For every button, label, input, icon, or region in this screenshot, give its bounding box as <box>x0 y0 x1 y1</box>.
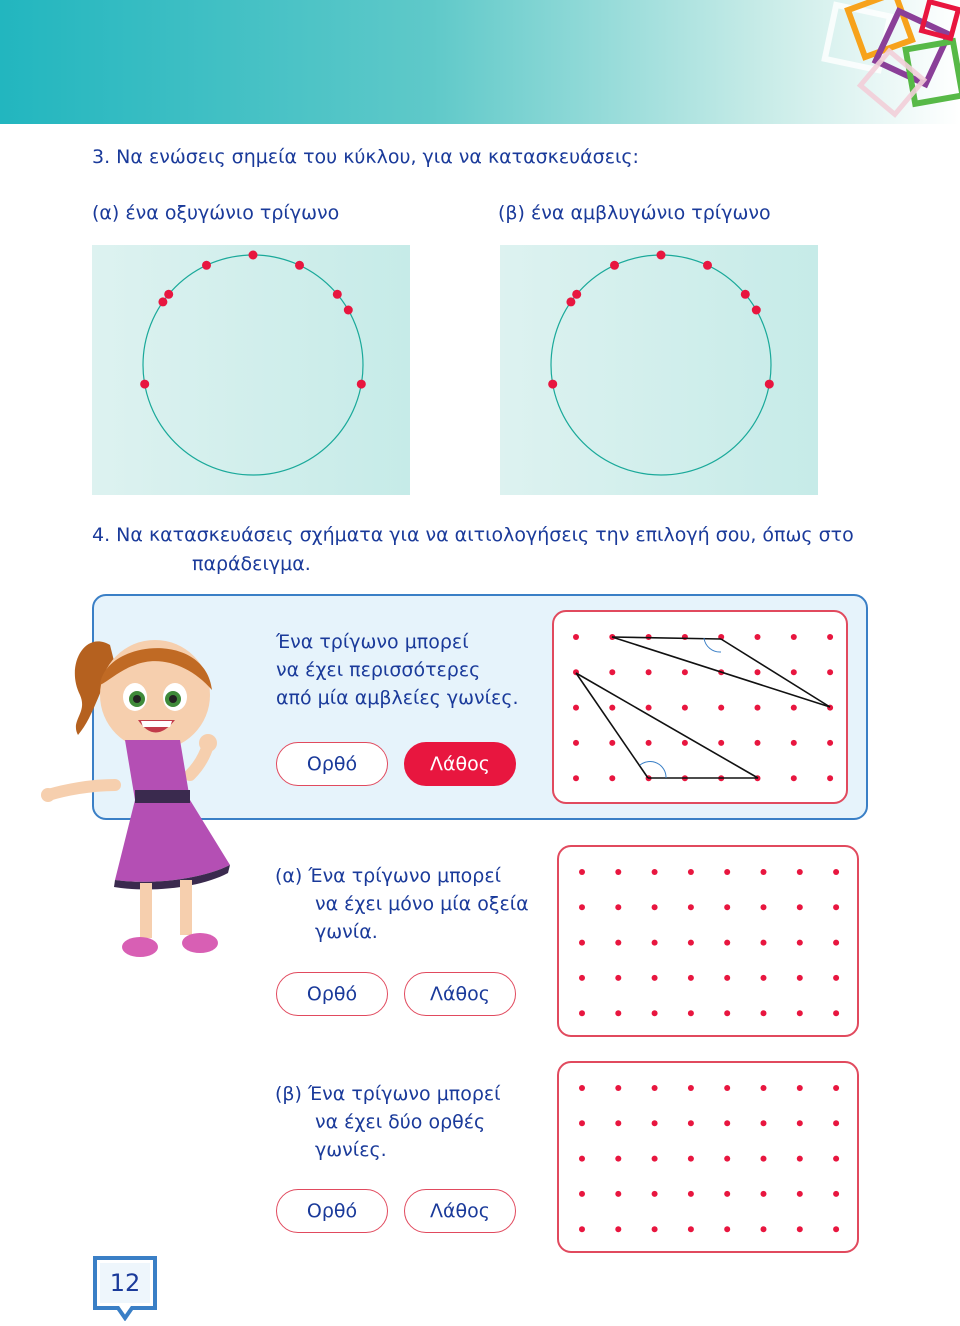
grid-dot[interactable] <box>688 904 694 910</box>
circle-point[interactable] <box>572 290 581 299</box>
grid-dot[interactable] <box>579 1191 585 1197</box>
grid-dot[interactable] <box>688 1191 694 1197</box>
circle-point[interactable] <box>566 297 575 306</box>
item-a-false-button[interactable]: Λάθος <box>404 972 516 1016</box>
grid-dot[interactable] <box>724 1156 730 1162</box>
item-b-true-button[interactable]: Ορθό <box>276 1189 388 1233</box>
circle-point[interactable] <box>752 306 761 315</box>
grid-dot[interactable] <box>682 705 688 711</box>
grid-dot[interactable] <box>833 1085 839 1091</box>
grid-dot[interactable] <box>797 1010 803 1016</box>
grid-dot[interactable] <box>761 975 767 981</box>
grid-dot[interactable] <box>718 740 724 746</box>
grid-dot[interactable] <box>833 975 839 981</box>
grid-dot[interactable] <box>724 1120 730 1126</box>
grid-dot[interactable] <box>652 1191 658 1197</box>
item-b-dot-grid-svg[interactable] <box>559 1063 861 1255</box>
grid-dot[interactable] <box>652 904 658 910</box>
grid-dot[interactable] <box>797 904 803 910</box>
grid-dot[interactable] <box>615 1156 621 1162</box>
example-dot-grid-svg <box>554 612 850 806</box>
grid-dot[interactable] <box>833 1120 839 1126</box>
grid-dot[interactable] <box>609 669 615 675</box>
grid-dot[interactable] <box>833 1156 839 1162</box>
grid-dot[interactable] <box>833 869 839 875</box>
item-a-line-2: να έχει μόνο μία οξεία <box>315 893 529 915</box>
grid-dot[interactable] <box>797 1226 803 1232</box>
grid-dot[interactable] <box>688 1085 694 1091</box>
circle-point[interactable] <box>164 290 173 299</box>
item-a-true-button[interactable]: Ορθό <box>276 972 388 1016</box>
grid-dot[interactable] <box>755 634 761 640</box>
grid-dot[interactable] <box>579 1226 585 1232</box>
grid-dot[interactable] <box>646 740 652 746</box>
grid-dot[interactable] <box>579 904 585 910</box>
grid-dot[interactable] <box>579 869 585 875</box>
grid-dot[interactable] <box>646 705 652 711</box>
circle-point[interactable] <box>741 290 750 299</box>
grid-dot[interactable] <box>609 775 615 781</box>
item-b-false-button[interactable]: Λάθος <box>404 1189 516 1233</box>
grid-dot[interactable] <box>797 1120 803 1126</box>
example-angle-arc-1 <box>704 638 721 652</box>
grid-dot[interactable] <box>615 1191 621 1197</box>
grid-dot[interactable] <box>609 740 615 746</box>
grid-dot[interactable] <box>573 740 579 746</box>
grid-dot[interactable] <box>724 904 730 910</box>
grid-dot[interactable] <box>688 1156 694 1162</box>
item-a-dot-grid[interactable] <box>557 845 859 1037</box>
circle-outline <box>143 255 363 475</box>
circle-point[interactable] <box>202 261 211 270</box>
grid-dot[interactable] <box>615 940 621 946</box>
example-statement <box>276 628 519 712</box>
grid-dot[interactable] <box>761 1085 767 1091</box>
grid-dot[interactable] <box>652 940 658 946</box>
exercise-3b-label: (β) ένα αμβλυγώνιο τρίγωνο <box>498 202 771 224</box>
grid-dot[interactable] <box>833 940 839 946</box>
grid-dot[interactable] <box>688 869 694 875</box>
grid-dot[interactable] <box>688 1010 694 1016</box>
circle-point[interactable] <box>140 380 149 389</box>
grid-dot[interactable] <box>652 1010 658 1016</box>
grid-dot[interactable] <box>573 634 579 640</box>
grid-dot[interactable] <box>761 1156 767 1162</box>
item-b-line-3: γωνίες. <box>315 1139 387 1161</box>
grid-dot[interactable] <box>615 869 621 875</box>
page-number-badge <box>92 1255 158 1321</box>
grid-dot[interactable] <box>682 740 688 746</box>
exercise-3-title: 3. Να ενώσεις σημεία του κύκλου, για να κατασκευάσεις: <box>92 146 639 168</box>
grid-dot[interactable] <box>688 1226 694 1232</box>
grid-dot[interactable] <box>791 669 797 675</box>
circle-a[interactable] <box>92 245 410 495</box>
page-number: 12 <box>109 1269 141 1297</box>
grid-dot[interactable] <box>827 669 833 675</box>
circle-point[interactable] <box>357 380 366 389</box>
grid-dot[interactable] <box>652 975 658 981</box>
grid-dot[interactable] <box>833 904 839 910</box>
grid-dot[interactable] <box>724 1085 730 1091</box>
grid-dot[interactable] <box>791 705 797 711</box>
circle-outline <box>551 255 771 475</box>
grid-dot[interactable] <box>688 1120 694 1126</box>
grid-dot[interactable] <box>573 775 579 781</box>
item-b-line-1: (β) Ένα τρίγωνο μπορεί <box>275 1083 501 1105</box>
grid-dot[interactable] <box>755 705 761 711</box>
item-a-line-3: γωνία. <box>315 921 378 943</box>
grid-dot[interactable] <box>791 740 797 746</box>
grid-dot[interactable] <box>797 1085 803 1091</box>
example-triangle-2 <box>576 673 758 778</box>
grid-dot[interactable] <box>724 1010 730 1016</box>
example-angle-arc-2 <box>640 761 666 778</box>
grid-dot[interactable] <box>652 1226 658 1232</box>
grid-dot[interactable] <box>761 1010 767 1016</box>
example-triangle-1 <box>612 637 830 707</box>
grid-dot[interactable] <box>755 740 761 746</box>
circle-point[interactable] <box>703 261 712 270</box>
grid-dot[interactable] <box>579 1156 585 1162</box>
grid-dot[interactable] <box>579 1120 585 1126</box>
grid-dot[interactable] <box>761 1226 767 1232</box>
grid-dot[interactable] <box>652 1085 658 1091</box>
item-b-line-2: να έχει δύο ορθές <box>315 1111 486 1133</box>
example-line-2: να έχει περισσότερες <box>276 659 481 681</box>
grid-dot[interactable] <box>761 904 767 910</box>
grid-dot[interactable] <box>755 669 761 675</box>
grid-dot[interactable] <box>615 1120 621 1126</box>
grid-dot[interactable] <box>761 869 767 875</box>
grid-dot[interactable] <box>761 1120 767 1126</box>
exercise-4-title: 4. Να κατασκευάσεις σχήματα για να αιτιολογήσεις την επιλογή σου, όπως στο <box>92 524 854 546</box>
header-decoration <box>815 0 960 124</box>
grid-dot[interactable] <box>797 940 803 946</box>
grid-dot[interactable] <box>573 705 579 711</box>
grid-dot[interactable] <box>579 1085 585 1091</box>
circle-point[interactable] <box>333 290 342 299</box>
grid-dot[interactable] <box>797 869 803 875</box>
example-true-button[interactable]: Ορθό <box>276 742 388 786</box>
grid-dot[interactable] <box>833 1191 839 1197</box>
grid-dot[interactable] <box>615 904 621 910</box>
item-b-dot-grid[interactable] <box>557 1061 859 1253</box>
circle-point[interactable] <box>610 261 619 270</box>
grid-dot[interactable] <box>761 940 767 946</box>
example-line-1: Ένα τρίγωνο μπορεί <box>276 631 469 653</box>
grid-dot[interactable] <box>579 1010 585 1016</box>
grid-dot[interactable] <box>646 669 652 675</box>
grid-dot[interactable] <box>724 1191 730 1197</box>
grid-dot[interactable] <box>724 940 730 946</box>
grid-dot[interactable] <box>579 940 585 946</box>
grid-dot[interactable] <box>682 669 688 675</box>
circle-point[interactable] <box>657 251 666 260</box>
circle-point[interactable] <box>158 297 167 306</box>
circle-point[interactable] <box>295 261 304 270</box>
grid-dot[interactable] <box>579 975 585 981</box>
exercise-4-title-cont: παράδειγμα. <box>192 553 311 575</box>
grid-dot[interactable] <box>797 1191 803 1197</box>
grid-dot[interactable] <box>688 975 694 981</box>
grid-dot[interactable] <box>791 634 797 640</box>
circle-point[interactable] <box>548 380 557 389</box>
grid-dot[interactable] <box>724 1226 730 1232</box>
grid-dot[interactable] <box>652 869 658 875</box>
grid-dot[interactable] <box>833 1010 839 1016</box>
grid-dot[interactable] <box>652 1156 658 1162</box>
circle-point[interactable] <box>765 380 774 389</box>
grid-dot[interactable] <box>827 634 833 640</box>
girl-illustration <box>40 625 240 985</box>
grid-dot[interactable] <box>652 1120 658 1126</box>
grid-dot[interactable] <box>688 940 694 946</box>
circle-point[interactable] <box>249 251 258 260</box>
grid-dot[interactable] <box>833 1226 839 1232</box>
circle-panel-a[interactable] <box>92 245 410 495</box>
exercise-3a-label: (α) ένα οξυγώνιο τρίγωνο <box>92 202 340 224</box>
item-a-dot-grid-svg[interactable] <box>559 847 861 1039</box>
circle-b[interactable] <box>500 245 818 495</box>
circle-point[interactable] <box>344 306 353 315</box>
grid-dot[interactable] <box>724 975 730 981</box>
item-a-statement <box>275 862 529 946</box>
grid-dot[interactable] <box>615 1226 621 1232</box>
grid-dot[interactable] <box>827 775 833 781</box>
grid-dot[interactable] <box>797 975 803 981</box>
grid-dot[interactable] <box>724 869 730 875</box>
grid-dot[interactable] <box>615 1085 621 1091</box>
item-a-line-1: (α) Ένα τρίγωνο μπορεί <box>275 865 502 887</box>
grid-dot[interactable] <box>827 740 833 746</box>
grid-dot[interactable] <box>791 775 797 781</box>
example-line-3: από μία αμβλείες γωνίες. <box>276 687 519 709</box>
grid-dot[interactable] <box>761 1191 767 1197</box>
item-b-statement <box>275 1080 501 1164</box>
circle-panel-b[interactable] <box>500 245 818 495</box>
grid-dot[interactable] <box>718 705 724 711</box>
grid-dot[interactable] <box>615 1010 621 1016</box>
example-dot-grid <box>552 610 848 804</box>
grid-dot[interactable] <box>797 1156 803 1162</box>
grid-dot[interactable] <box>615 975 621 981</box>
grid-dot[interactable] <box>609 705 615 711</box>
example-false-button[interactable]: Λάθος <box>404 742 516 786</box>
